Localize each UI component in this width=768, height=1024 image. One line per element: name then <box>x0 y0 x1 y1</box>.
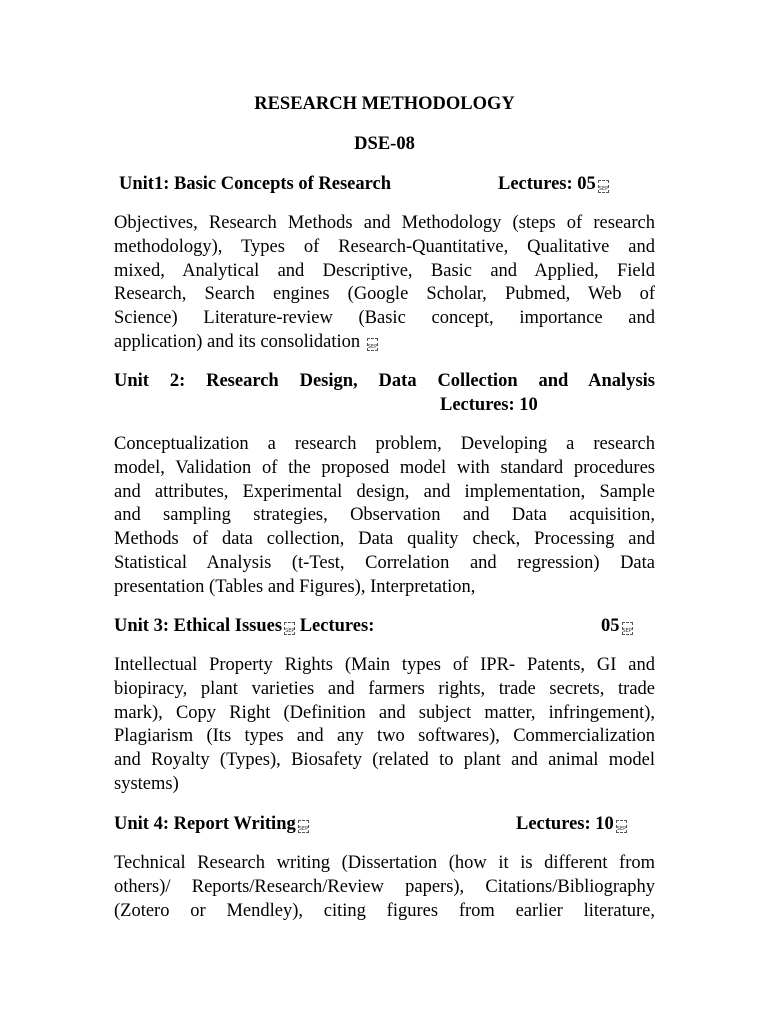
unit-2-heading: Unit 2: Research Design, Data Collection and Analysis <box>114 371 655 391</box>
unit-1-line: Objectives, Research Methods and Methodology (steps of research <box>114 213 655 233</box>
separator-glyph-icon <box>622 622 633 635</box>
unit-2-line: model, Validation of the proposed model with standard procedures <box>114 457 655 478</box>
unit-2-line: and attributes, Experimental design, and implementation, Sample <box>114 481 655 502</box>
unit-1-heading-row <box>119 173 660 197</box>
separator-glyph-icon <box>298 820 309 833</box>
unit-2-line: and sampling strategies, Observation and Data acquisition, <box>114 505 655 526</box>
unit-1-line: mixed, Analytical and Descriptive, Basic and Applied, Field <box>114 260 655 281</box>
unit-2-lectures: Lectures: 10 <box>440 394 538 415</box>
unit-3-line: mark), Copy Right (Definition and subject matter, infringement), <box>114 702 655 723</box>
unit-3-line: Intellectual Property Rights (Main types of IPR- Patents, GI and <box>114 655 655 675</box>
unit-3-lectures-label: Lectures: <box>299 616 375 636</box>
unit-4-line: (Zotero or Mendley), citing figures from earlier literature, <box>114 900 655 921</box>
separator-glyph-icon <box>616 820 627 833</box>
unit-2-line: Conceptualization a research problem, Developing a research <box>114 434 655 454</box>
unit-4-line: Technical Research writing (Dissertation (how it is different from <box>114 853 655 873</box>
unit-1-line: methodology), Types of Research-Quantitative, Qualitative and <box>114 236 655 257</box>
unit-3-heading-row <box>114 615 655 639</box>
unit-3-line: Plagiarism (Its types and any two softwares), Commercialization <box>114 726 655 747</box>
unit-4-line: others)/ Reports/Research/Review papers), Citations/Bibliography <box>114 876 655 897</box>
course-code: DSE-08 <box>354 134 415 154</box>
unit-3-lectures-value: 05 <box>601 616 620 636</box>
unit-1-lectures-group <box>498 173 609 197</box>
unit-1-lectures: Lectures: 05 <box>498 174 596 194</box>
separator-glyph-icon <box>598 180 609 193</box>
unit-3-body <box>114 654 655 797</box>
unit-1-line: Science) Literature-review (Basic concept, importance and <box>114 308 655 329</box>
unit-1-body <box>114 212 655 355</box>
unit-4-lectures-group <box>516 813 627 837</box>
unit-3-lectures-group <box>601 615 633 639</box>
unit-1-line: application) and its consolidation <box>114 331 361 352</box>
unit-3-line: biopiracy, plant varieties and farmers rights, trade secrets, trade <box>114 678 655 699</box>
unit-2-body <box>114 433 655 600</box>
unit-2-line: Statistical Analysis (t-Test, Correlation and regression) Data <box>114 552 655 573</box>
separator-glyph-icon <box>367 338 378 351</box>
unit-4-heading-row <box>114 813 655 837</box>
unit-4-body <box>114 852 655 923</box>
unit-3-line: and Royalty (Types), Biosafety (related to plant and animal model <box>114 750 655 771</box>
unit-2-heading-block <box>114 370 655 418</box>
separator-glyph-icon <box>284 622 295 635</box>
unit-2-line: Methods of data collection, Data quality check, Processing and <box>114 529 655 550</box>
unit-4-lectures: Lectures: 10 <box>516 814 614 834</box>
unit-2-line: presentation (Tables and Figures), Interpretation, <box>114 576 476 597</box>
document-title: RESEARCH METHODOLOGY <box>254 94 515 114</box>
unit-3-line: systems) <box>114 773 179 794</box>
unit-1-line: Research, Search engines (Google Scholar, Pubmed, Web of <box>114 284 655 305</box>
unit-1-line-last <box>114 331 655 355</box>
unit-4-heading: Unit 4: Report Writing <box>114 814 296 834</box>
unit-1-heading: Unit1: Basic Concepts of Research <box>119 174 391 194</box>
unit-3-heading: Unit 3: Ethical Issues <box>114 616 283 636</box>
